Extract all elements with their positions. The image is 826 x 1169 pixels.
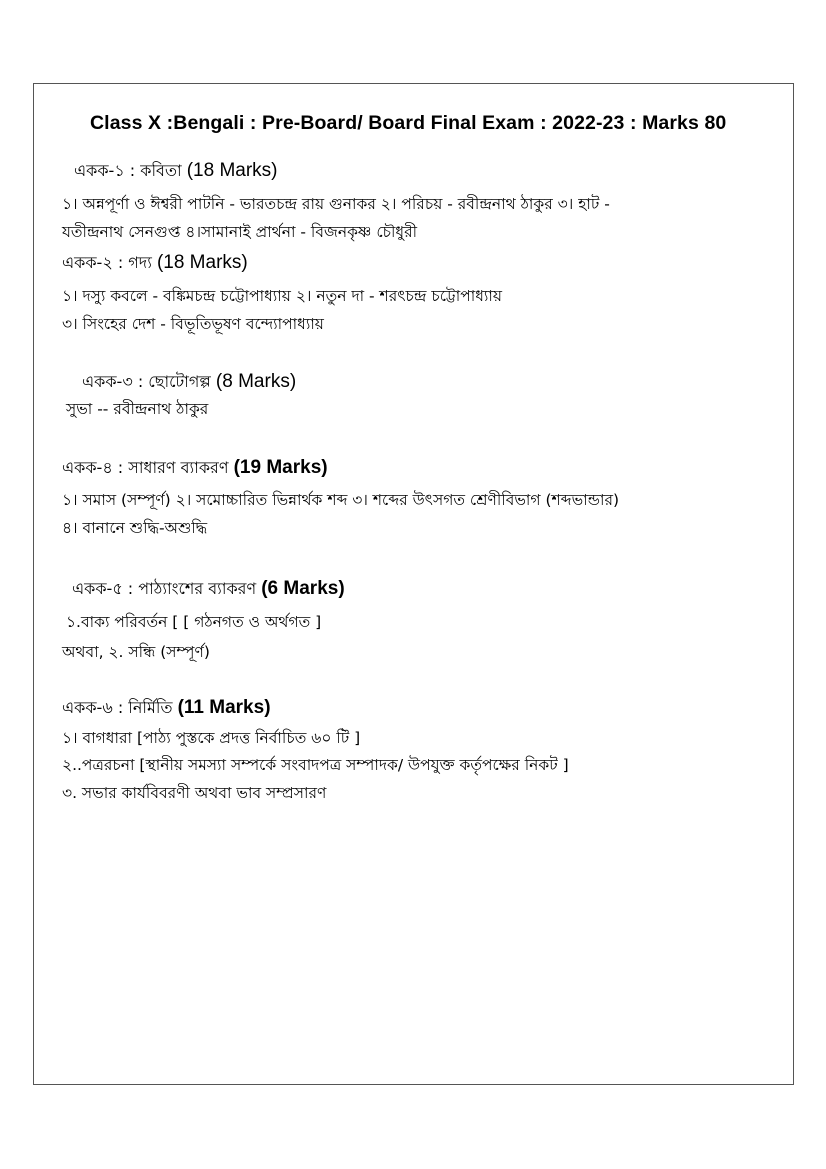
unit-4-line-2: ৪। বানানে শুদ্ধি-অশুদ্ধি <box>62 519 208 537</box>
unit-heading-2 <box>62 250 248 277</box>
unit-heading-text: একক-৩ : ছোটোগল্প <box>82 372 211 391</box>
unit-marks: (18 Marks) <box>156 252 248 273</box>
unit-heading-text: একক-৫ : পাঠ্যাংশের ব্যাকরণ <box>72 579 257 598</box>
unit-5-line-2: অথবা, ২. সন্ধি (সম্পূর্ণ) <box>62 643 210 661</box>
unit-1-line-1: ১। অন্নপূর্ণা ও ঈশ্বরী পাটনি - ভারতচন্দ্র রায় গুনাকর ২। পরিচয় - রবীন্দ্রনাথ ঠাকুর ৩। হাট - <box>62 195 610 213</box>
unit-heading-4 <box>62 455 328 482</box>
unit-marks: (6 Marks) <box>261 578 345 599</box>
unit-2-line-2: ৩। সিংহের দেশ - বিভূতিভূষণ বন্দ্যোপাধ্যায় <box>62 315 324 333</box>
unit-marks: (18 Marks) <box>186 160 278 181</box>
unit-heading-5 <box>72 576 345 603</box>
unit-6-line-2: ২..পত্ররচনা [স্থানীয় সমস্যা সম্পর্কে সংবাদপত্র সম্পাদক/ উপযুক্ত কর্তৃপক্ষের নিকট ] <box>62 756 569 774</box>
unit-6-line-3: ৩. সভার কার্যবিবরণী অথবা ভাব সম্প্রসারণ <box>62 784 327 802</box>
unit-heading-text: একক-২ : গদ্য <box>62 253 152 272</box>
unit-2-line-1: ১। দস্যু কবলে - বঙ্কিমচন্দ্র চট্টোপাধ্যায় ২। নতুন দা - শরৎচন্দ্র চট্টোপাধ্যায় <box>62 287 503 305</box>
unit-marks: (11 Marks) <box>177 697 271 718</box>
unit-heading-text: একক-৬ : নির্মিতি <box>62 698 173 717</box>
unit-5-line-1: ১.বাক্য পরিবর্তন [ [ গঠনগত ও অর্থগত ] <box>66 613 322 631</box>
unit-heading-6 <box>62 695 271 722</box>
unit-heading-text: একক-১ : কবিতা <box>74 161 182 180</box>
unit-1-line-2: যতীন্দ্রনাথ সেনগুপ্ত ৪।সামানাই প্রার্থনা - বিজনকৃষ্ণ চৌধুরী <box>62 223 418 241</box>
unit-3-line-1: সুভা -- রবীন্দ্রনাথ ঠাকুর <box>66 400 209 418</box>
unit-4-line-1: ১। সমাস (সম্পূর্ণ) ২। সমোচ্চারিত ভিন্নার্থক শব্দ ৩। শব্দের উৎসগত শ্রেণীবিভাগ (শব্দভান্ডার) <box>62 491 620 509</box>
unit-heading-text: একক-৪ : সাধারণ ব্যাকরণ <box>62 458 229 477</box>
unit-6-line-1: ১। বাগধারা [পাঠ্য পুস্তকে প্রদত্ত নির্বাচিত ৬০ টি ] <box>62 729 361 747</box>
unit-heading-3 <box>82 369 296 396</box>
page-title: Class X :Bengali : Pre-Board/ Board Final Exam : 2022-23 : Marks 80 <box>90 112 727 134</box>
unit-marks: (19 Marks) <box>233 457 328 478</box>
unit-marks: (8 Marks) <box>215 371 297 392</box>
unit-heading-1 <box>74 158 278 185</box>
